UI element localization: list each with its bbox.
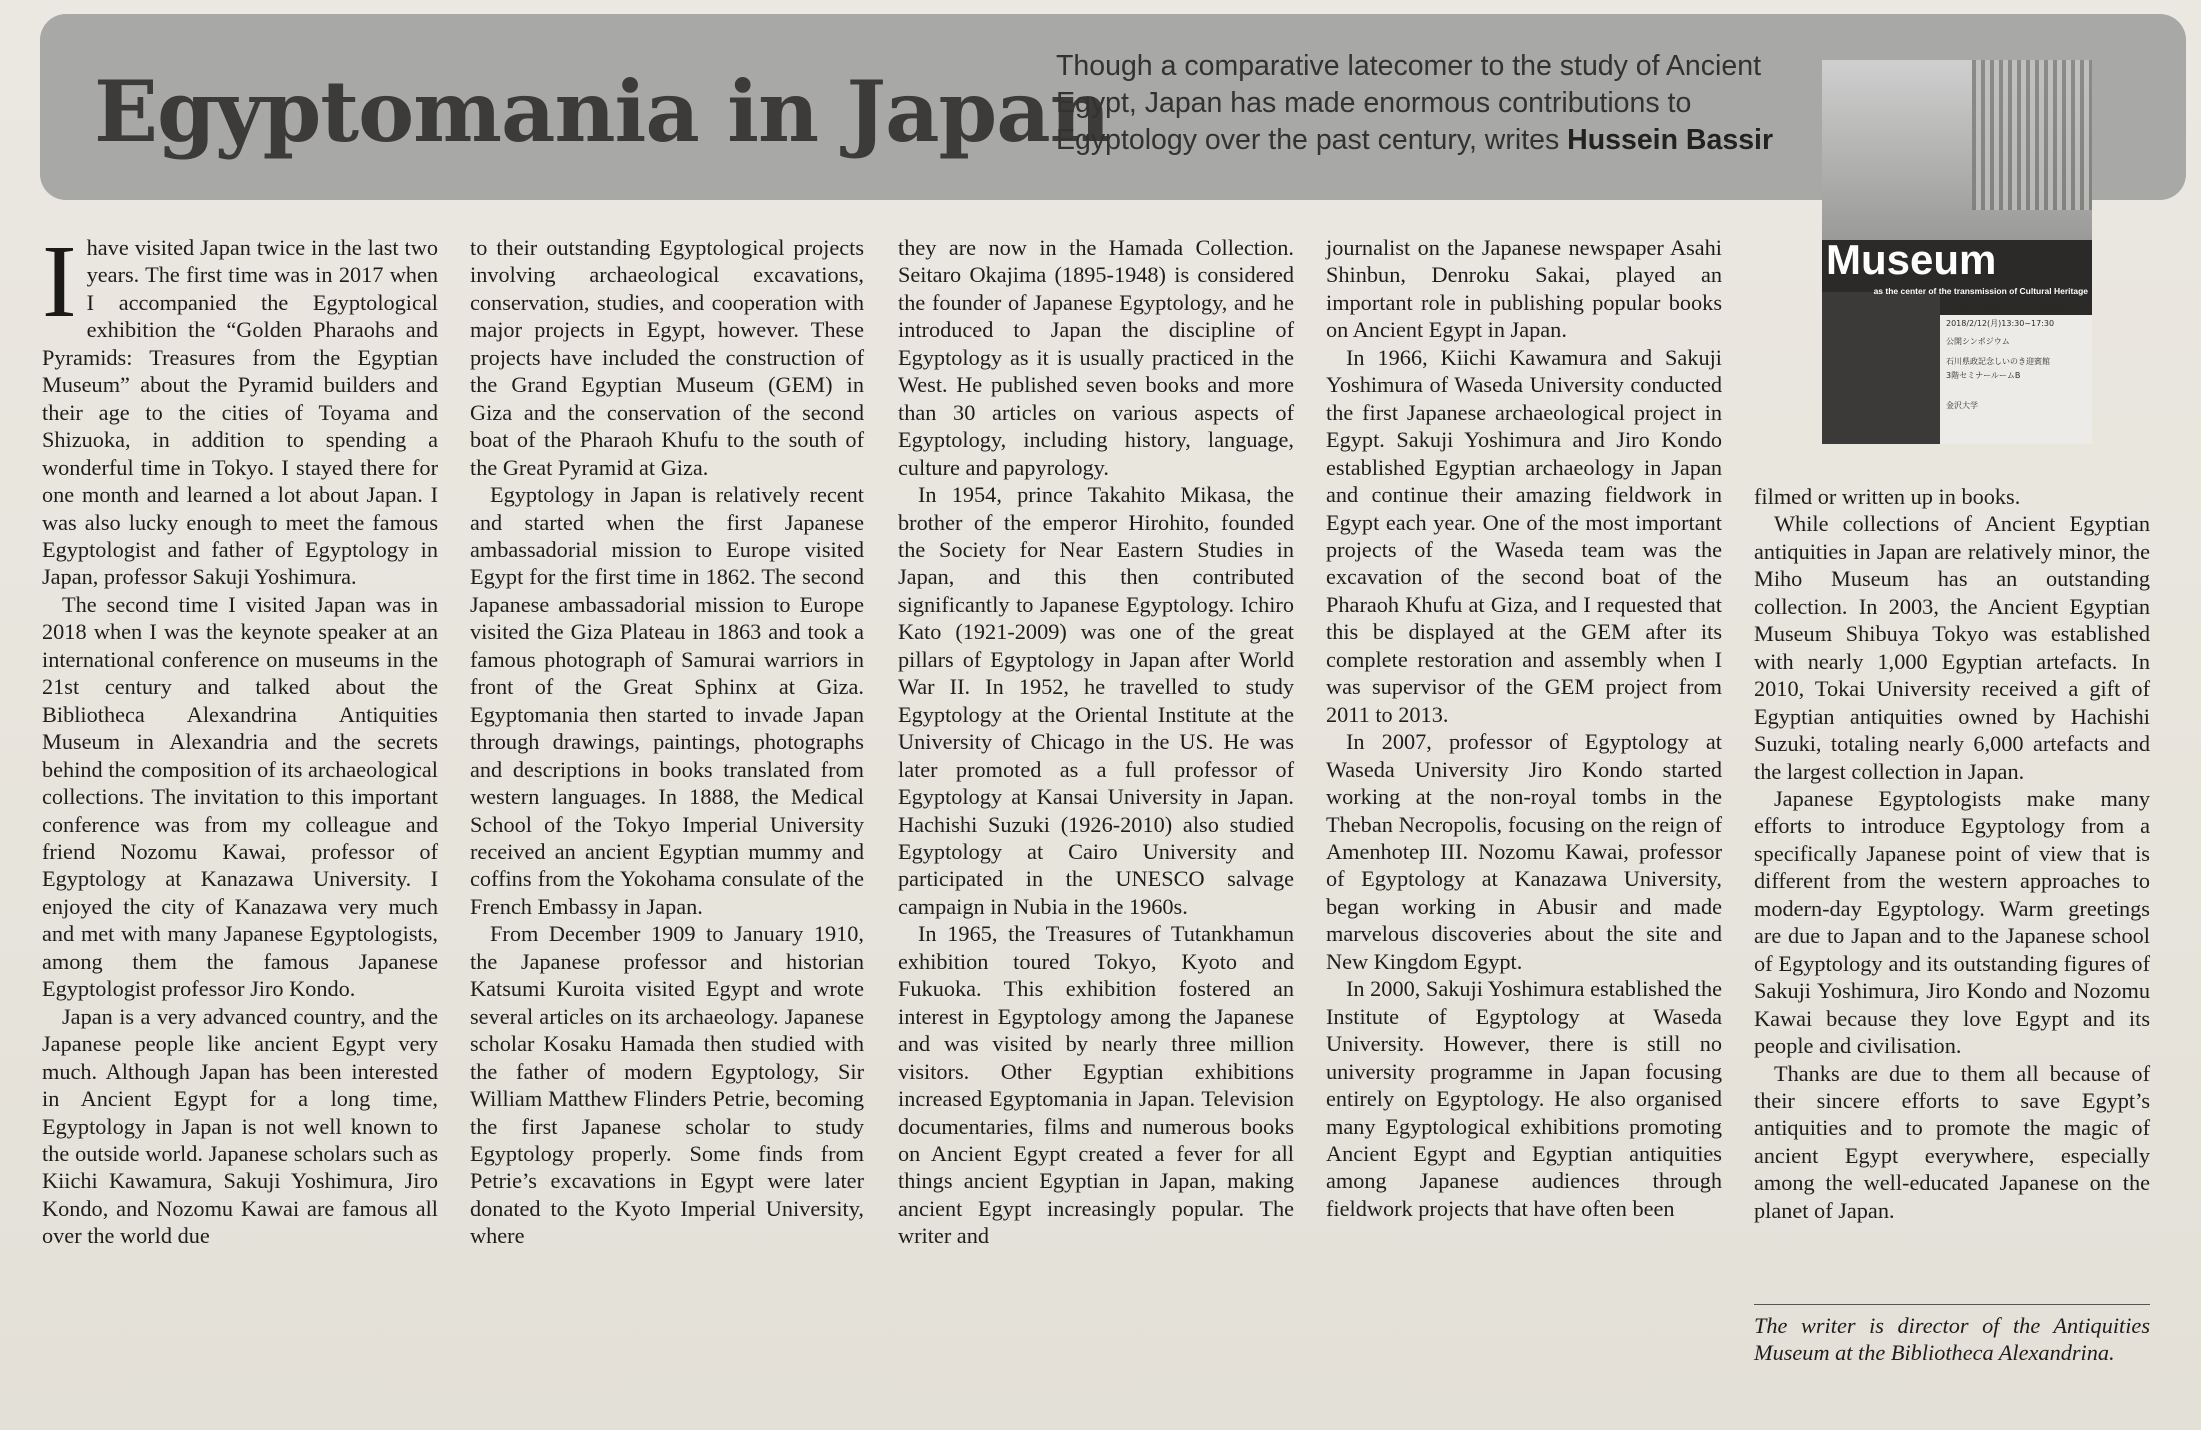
article-paragraph: they are now in the Hamada Collection. Seitaro Okajima (1895-1948) is considered the founder of Japanese Egyptology, and he introduced to Japan the discipline of Egyptology as it is usually practiced in the West. He published seven books and more than 30 articles on various aspects of Egyptology, including history, language, culture and papyrology. [898,235,1294,480]
byline-divider [1754,1304,2150,1305]
article-column-1 [42,224,438,1250]
article-column-4 [1326,234,1722,1222]
article-paragraph: journalist on the Japanese newspaper Asahi Shinbun, Denroku Sakai, played an important role in publishing popular books on Ancient Egypt in Japan. [1326,235,1722,343]
article-title: Egyptomania in Japan [94,62,1110,161]
article-paragraph: In 2000, Sakuji Yoshimura established the Institute of Egyptology at Waseda University. However, there is still no university programme in Japan focusing entirely on Egyptology. He also organised many Egyptological exhibitions promoting Ancient Egypt and Egyptian antiquities among Japanese audiences through fieldwork projects that have often been [1326,976,1722,1221]
article-paragraph: Japanese Egyptologists make many efforts to introduce Egyptology from a specifically Japanese point of view that is different from the western approaches to modern-day Egyptology. Warm greetings are due to Japan and to the Japanese school of Egyptology and its outstanding figures of Sakuji Yoshimura, Jiro Kondo and Nozomu Kawai because they love Egypt and its people and civilisation. [1754,785,2150,1059]
symposium-poster-image [1822,60,2092,444]
author-bio: The writer is director of the Antiquities Museum at the Bibliotheca Alexandrina. [1754,1313,2150,1366]
article-paragraph: While collections of Ancient Egyptian antiquities in Japan are relatively minor, the Miho Museum has an outstanding collection. In 2003, the Ancient Egyptian Museum Shibuya Tokyo was established with nearly 1,000 Egyptian artefacts. In 2010, Tokai University received a gift of Egyptian antiquities owned by Hachishi Suzuki, totaling nearly 6,000 artefacts and the largest collection in Japan. [1754,511,2150,784]
poster-line: 金沢大学 [1946,401,1978,410]
standfirst [1056,48,1836,159]
paragraph-text: have visited Japan twice in the last two years. The first time was in 2017 when I accompanied the Egyptological exhibition the “Golden Pharaohs and Pyramids: Treasures from the Egyptian Museum” about the Pyramid builders and their age to the cities of Toyama and Shizuoka, in addition to spending a wonderful time in Tokyo. I stayed there for one month and learned a lot about Japan. I was also lucky enough to meet the famous Egyptologist and father of Egyptology in Japan, professor Sakuji Yoshimura. [42,235,438,590]
article-paragraph: to their outstanding Egyptological projects involving archaeological excavations, conservation, studies, and cooperation with major projects in Egypt, however. These projects have included the construction of the Grand Egyptian Museum (GEM) in Giza and the conservation of the second boat of the Pharaoh Khufu to the south of the Great Pyramid at Giza. [470,235,864,480]
article-paragraph: In 1954, prince Takahito Mikasa, the brother of the emperor Hirohito, founded the Society for Near Eastern Studies in Japan, and this then contributed significantly to Japanese Egyptology. Ichiro Kato (1921-2009) was one of the great pillars of Egyptology in Japan after World War II. In 1952, he travelled to study Egyptology at the Oriental Institute at the University of Chicago in the US. He was later promoted as a full professor of Egyptology at Kansai University in Japan. Hachishi Suzuki (1926-2010) also studied Egyptology at Cairo University and participated in the UNESCO salvage campaign in Nubia in the 1960s. [898,482,1294,919]
drop-cap: I [42,224,77,339]
poster-line: 石川県政記念しいのき迎賓館 [1946,357,2050,366]
article-column-5 [1754,483,2150,1224]
article-paragraph: In 1966, Kiichi Kawamura and Sakuji Yoshimura of Waseda University conducted the first Japanese archaeological project in Egypt. Sakuji Yoshimura and Jiro Kondo established Egyptian archaeology in Japan and continue their amazing fieldwork in Egypt each year. One of the most important projects of the Waseda team was the excavation of the second boat of the Pharaoh Khufu at Giza, and I requested that this be displayed at the GEM after its complete restoration and assembly when I was supervisor of the GEM project from 2011 to 2013. [1326,344,1722,727]
article-paragraph: In 1965, the Treasures of Tutankhamun exhibition toured Tokyo, Kyoto and Fukuoka. This exhibition fostered an interest in Egyptology among the Japanese and was visited by nearly three million visitors. Other Egyptian exhibitions increased Egyptomania in Japan. Television documentaries, films and numerous books on Ancient Egypt created a fever for all things ancient Egyptian in Japan, making ancient Egypt increasingly popular. The writer and [898,921,1294,1249]
article-paragraph: Japan is a very advanced country, and the Japanese people like ancient Egypt very much. Although Japan has been interested in Ancient Egypt for a long time, Egyptology in Japan is not well known to the outside world. Japanese scholars such as Kiichi Kawamura, Sakuji Yoshimura, Jiro Kondo, and Nozomu Kawai are famous all over the world due [42,1003,438,1249]
poster-heading: Museum [1826,236,1997,283]
article-paragraph: Thanks are due to them all because of their sincere efforts to save Egypt’s antiquities and to promote the magic of ancient Egypt everywhere, especially among the well-educated Japanese on the planet of Japan. [1754,1060,2150,1223]
poster-line: 化遺産の伝承拠点としての博物館 [1946,301,2066,310]
author-name: Hussein Bassir [1567,124,1774,156]
standfirst-text: Though a comparative latecomer to the study of Ancient Egypt, Japan has made enormous contributions to Egyptology over the past century, writes [1056,50,1761,156]
article-paragraph: Egyptology in Japan is relatively recent and started when the first Japanese ambassadorial mission to Europe visited Egypt for the first time in 1862. The second Japanese ambassadorial mission to Europe visited the Giza Plateau in 1863 and took a famous photograph of Samurai warriors in front of the Great Sphinx at Giza. Egyptomania then started to invade Japan through drawings, paintings, photographs and descriptions in books translated from western languages. In 1888, the Medical School of the Tokyo Imperial University received an ancient Egyptian mummy and coffins from the Yokohama consulate of the French Embassy in Japan. [470,482,864,919]
article-paragraph: filmed or written up in books. [1754,484,2021,509]
poster-photo-building [1972,60,2092,210]
article-paragraph: From December 1909 to January 1910, the Japanese professor and historian Katsumi Kuroita visited Egypt and wrote several articles on its archaeology. Japanese scholar Kosaku Hamada then studied with the father of modern Egyptology, Sir William Matthew Flinders Petrie, becoming the first Japanese scholar to study Egyptology properly. Some finds from Petrie’s excavations in Egypt were later donated to the Kyoto Imperial University, where [470,921,864,1249]
poster-line: 3階セミナールームB [1946,371,2021,380]
poster-line: 2018/2/12(月)13:30~17:30 [1946,319,2055,328]
poster-line: 公開シンポジウム [1946,337,2010,346]
article-paragraph: In 2007, professor of Egyptology at Waseda University Jiro Kondo started working at the non-royal tombs in the Theban Necropolis, focusing on the reign of Amenhotep III. Nozomu Kawai, professor of Egyptology at Kanazawa University, began working in Abusir and made marvelous discoveries about the site and New Kingdom Egypt. [1326,729,1722,974]
poster-artifact-photo [1822,292,1940,444]
article-column-3 [898,234,1294,1250]
article-paragraph: The second time I visited Japan was in 2018 when I was the keynote speaker at an international conference on museums in the 21st century and talked about the Bibliotheca Alexandrina Antiquities Museum in Alexandria and the secrets behind the composition of its archaeological collections. The invitation to this important conference was from my colleague and friend Nozomu Kawai, professor of Egyptology at Kanazawa University. I enjoyed the city of Kanazawa very much and met with many Japanese Egyptologists, among them the famous Japanese Egyptologist professor Jiro Kondo. [42,591,438,1002]
poster-subtitle: as the center of the transmission of Cultural Heritage [1873,286,2088,296]
article-paragraph [42,224,438,591]
article-column-2 [470,234,864,1250]
